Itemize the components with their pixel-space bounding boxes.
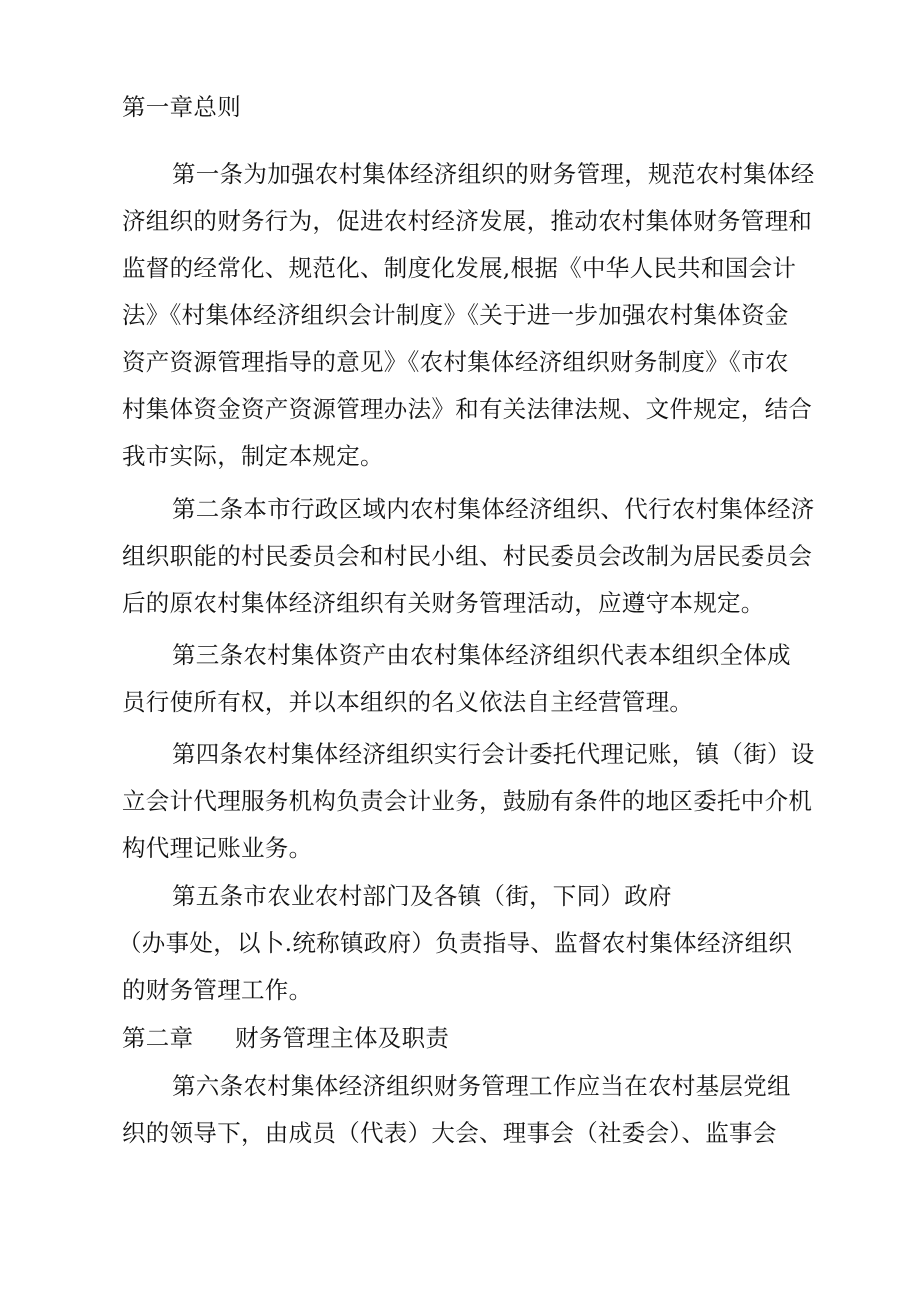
- article-1-line-7: 我市实际，制定本规定。: [122, 442, 384, 470]
- article-6-line-2: 织的领导下，由成员（代表）大会、理事会（社委会）、监事会: [122, 1119, 777, 1147]
- article-2-line-3: 后的原农村集体经济组织有关财务管理活动，应遵守本规定。: [122, 589, 765, 617]
- chapter-1-heading: 第一章总则: [122, 93, 241, 121]
- article-3-line-1: 第三条农村集体资产由农村集体经济组织代表本组织全体成: [172, 641, 791, 669]
- article-2-line-1: 第二条本市行政区域内农村集体经济组织、代行农村集体经济: [172, 495, 815, 523]
- chapter-2-heading: [122, 1018, 842, 1058]
- article-1-line-2: 济组织的财务行为，促进农村经济发展，推动农村集体财务管理和: [122, 207, 813, 235]
- article-1-line-1: 第一条为加强农村集体经济组织的财务管理，规范农村集体经: [172, 160, 815, 188]
- article-3-line-2: 员行使所有权，并以本组织的名义依法自主经营管理。: [122, 688, 694, 716]
- article-6-line-1: 第六条农村集体经济组织财务管理工作应当在农村基层党组: [172, 1072, 791, 1100]
- article-1-line-4: 法》《村集体经济组织会计制度》《关于进一步加强农村集体资金: [122, 301, 789, 329]
- chapter-2-number: 第二章: [122, 1024, 194, 1052]
- article-2-line-2: 组织职能的村民委员会和村民小组、村民委员会改制为居民委员会: [122, 542, 813, 570]
- article-1-line-5: 资产资源管理指导的意见》《农村集体经济组织财务制度》《市农: [122, 348, 789, 376]
- article-1-line-6: 村集体资金资产资源管理办法》和有关法律法规、文件规定，结合: [122, 395, 813, 423]
- article-5-line-2: （办事处，以卜.统称镇政府）负责指导、监督农村集体经济组织: [118, 929, 793, 957]
- article-4-line-2: 立会计代理服务机构负责会计业务，鼓励有条件的地区委托中介机: [122, 787, 813, 815]
- article-4-line-3: 构代理记账业务。: [122, 834, 313, 862]
- article-1-line-3: 监督的经常化、规范化、制度化发展,根据《中华人民共和国会计: [122, 254, 797, 282]
- article-5-line-3: 的财务管理工作。: [122, 976, 313, 1004]
- chapter-2-title: 财务管理主体及职责: [235, 1024, 450, 1052]
- article-4-line-1: 第四条农村集体经济组织实行会计委托代理记账，镇（街）设: [172, 740, 815, 768]
- article-5-line-1: 第五条市农业农村部门及各镇（街，下同）政府: [172, 882, 672, 910]
